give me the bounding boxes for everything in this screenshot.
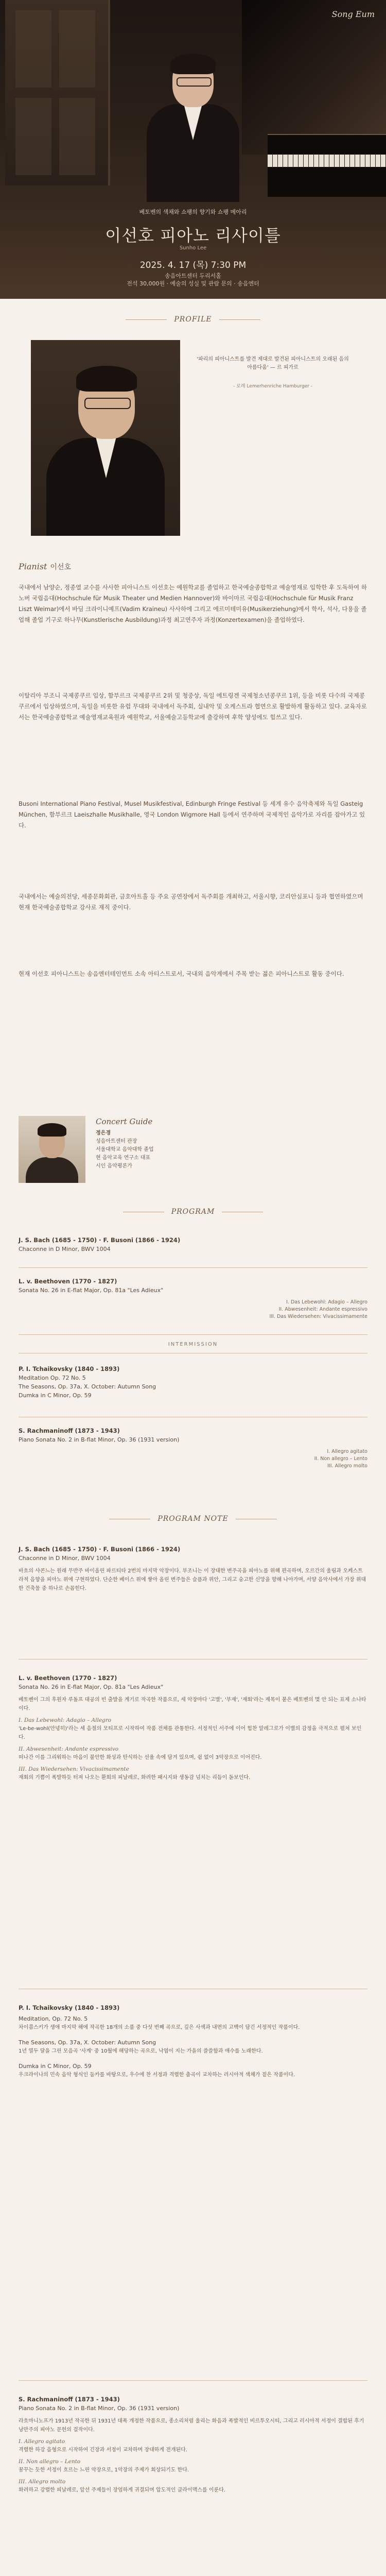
concert-date: 2025. 4. 17 (목) 7:30 PM [139, 260, 247, 270]
program-section-title: PROGRAM [0, 1208, 386, 1216]
press-quote: '파리의 피아니스트를 발견 제대로 발견된 피아니스트의 오래된 음의 아름다움' — 르 피가로 [197, 357, 349, 370]
note-tchaikovsky: P. I. Tchaikovsky (1840 - 1893) Meditation, Op. 72 No. 5 차이콥스키가 생애 마지막 해에 작곡한 18개의 소품 중 다섯 번째 곡으로, 깊은 사색과 내면의 고백이 담긴 서정적인 작품이다. The Seasons, Op. 37a, X. October: Autumn Song 1년 열두 달을 그린 모음곡 '사계' 중 10월에 해당하는 곡으로, 낙엽이 지는 가을의 쓸쓸함과 애수를 노래한다. Dumka in C Minor, Op. 59 우크라이나의 민속 음악 형식인 둠카를 바탕으로, 우수에 찬 서정과 격렬한 춤곡이 교차하는 러시아적 색채가 짙은 작품이다. [19, 2004, 300, 2078]
note-beethoven: L. v. Beethoven (1770 - 1827) Sonata No. 26 in E-flat Major, Op. 81a "Les Adieux" 베토벤이 그의 후원자 루돌프 대공의 빈 출발을 계기로 작곡한 작품으로, 세 악장마다 '고별', '부재', '재회'라는 제목이 붙은 베토벤의 몇 안 되는 표제 소나타이다. I. Das Lebewohl: Adagio – Allegro 'Le-be-wohl(안녕히)'라는 세 음절의 모티프로 시작하여 작품 전체를 관통한다. 서정적인 서주에 이어 힘찬 알레그로가 이별의 감정을 극적으로 펼쳐 보인다. II. Abwesenheit: Andante espressivo 떠나간 이를 그리워하는 마음이 불안한 화성과 탄식하는 선율 속에 담겨 있으며, 쉼 없이 3악장으로 이어진다. III. Das Wiedersehen: Vivacissimamente 재회의 기쁨이 폭발하듯 터져 나오는 환희의 피날레로, 화려한 패시지와 생동감 넘치는 리듬이 돋보인다. [19, 1674, 366, 1781]
guide-name: 정은경 [96, 1130, 111, 1136]
piano-keys [268, 155, 386, 167]
hero-tagline: 베토벤의 색채와 쇼팽의 향기와 쇼팽 메아리 [139, 209, 247, 215]
pianist-photo [147, 57, 239, 201]
portrait-photo [31, 340, 180, 536]
hero-banner [0, 0, 386, 299]
program-item-rachmaninoff: S. Rachmaninoff (1873 - 1943) Piano Sonata No. 2 in B-flat Minor, Op. 36 (1931 version) I. Allegro agitato II. Non allegro – Lento III. Allegro molto [19, 1427, 367, 1469]
program-note-section-title: PROGRAM NOTE [0, 1515, 386, 1523]
bio-paragraph-5: 현재 이선호 피아니스트는 송음엔터테인먼트 소속 아티스트로서, 국내외 음악계에서 주목 받는 젊은 피아니스트로 활동 중이다. [19, 970, 344, 977]
guide-title: Concert Guide [96, 1117, 153, 1126]
program-item-tchaikovsky: P. I. Tchaikovsky (1840 - 1893) Meditation Op. 72 No. 5 The Seasons, Op. 37a, X. October: Autumn Song Dumka in C Minor, Op. 59 [19, 1365, 156, 1399]
pianist-heading: Pianist 이선호 [19, 562, 72, 571]
note-bach: J. S. Bach (1685 - 1750) · F. Busoni (1866 - 1924) Chaconne in D Minor, BWV 1004 바흐의 샤콘느는 원래 무반주 바이올린 파르티타 2번의 마지막 악장이다. 부조니는 이 장대한 변주곡을 피아노를 위해 편곡하며, 오르간의 울림과 오케스트라적 음향을 피아노 위에 구현하였다. 단순한 베이스 위에 쌓아 올린 변주들은 슬픔과 위안, 그리고 숭고한 신앙을 향해 나아가며, 서양 음악사에서 가장 위대한 건축물 중 하나로 손꼽힌다. [19, 1546, 366, 1591]
program-item-bach: J. S. Bach (1685 - 1750) · F. Busoni (1866 - 1924) Chaconne in D Minor, BWV 1004 [19, 1236, 181, 1252]
profile-section-title: PROFILE [0, 315, 386, 324]
piano-lid [242, 0, 386, 155]
note-rachmaninoff: S. Rachmaninoff (1873 - 1943) Piano Sonata No. 2 in B-flat Minor, Op. 36 (1931 version) 라흐마니노프가 1913년 작곡한 뒤 1931년 대폭 개정한 작품으로, 종소리처럼 울리는 화음과 폭발적인 비르투오시티, 그리고 러시아적 서정이 결합된 후기 낭만주의 피아노 문헌의 걸작이다. I. Allegro agitato 격렬한 하강 음형으로 시작하여 긴장과 서정이 교차하며 장대하게 전개된다. II. Non allegro – Lento 꿈꾸는 듯한 서정이 흐르는 느린 악장으로, 1악장의 주제가 회상되기도 한다. III. Allegro molto 화려하고 강렬한 피날레로, 앞선 주제들이 장엄하게 귀결되며 압도적인 클라이맥스를 이룬다. [19, 2396, 364, 2493]
window-backdrop [5, 0, 110, 185]
bio-paragraph-3: Busoni International Piano Festival, Musel Musikfestival, Edinburgh Fringe Festival 등 세계 유수 음악축제와 독일 Gasteig München, 함부르크 Laeiszhalle Musikhalle, 영국 London Wigmore Hall 등에서 연주하며 국제적인 음악가로 자리를 잡아가고 있다. [19, 800, 365, 829]
brand-logo: Song Eum [331, 9, 375, 19]
hero-title: 이선호 피아노 리사이틀 [105, 226, 281, 245]
intermission-label: INTERMISSION [168, 1342, 218, 1347]
guide-info: 정은경 성음아트센터 관장 서울대학교 음악대학 졸업 현 음악교육 연구소 대표 시인 음악평론가 [96, 1129, 353, 1171]
hero-subtitle: Sunho Lee [179, 245, 207, 251]
hero-venue: 송음아트센터 두리서홀 전석 30,000원 · 예술의 성실 및 관람 문의 · 송음엔터 [127, 273, 259, 287]
bio-paragraph-1: 국내에서 남양순, 정종열 교수를 사사한 피아니스트 이선호는 예원학교를 졸업하고 한국예술종합학교 예술영재로 입학한 후 도독하여 하노버 국립음대(Hochschule für Musik Theater und Medien Hannover)와 바이마르 국립음대(Hochschule für Musik Franz Liszt Weimar)에서 바딤 크라이니예프(Vadim Kraineu) 사사하에 그리고 에르미테미유(Musikerziehung)에서 학사, 석사, 다용을 졸업해 졸업 기구로 하나무(Kunstlerische Ausbildung)과정 최고연주자 과정(Konzertexamen)을 졸업하였다. [19, 584, 367, 623]
bio-paragraph-4: 국내에서는 예술의전당, 세종문화회관, 금호아트홀 등 주요 공연장에서 독주회를 개최하고, 서울시향, 코리안심포니 등과 협연하였으며 현재 한국예술종합학교 강사로 재직 중이다. [19, 893, 363, 911]
bio-paragraph-2: 이탈리아 부조니 국제콩쿠르 입상, 함부르크 국제콩쿠르 2위 및 청중상, 독일 에트링겐 국제청소년콩쿠르 1위, 등을 비롯 다수의 국제콩쿠르에서 입상하였으며, 독일을 비롯한 유럽 무대와 국내에서 독주회, 실내악 및 오케스트라 협연으로 활발하게 활동하고 있다. 교육자로서는 한국예술종합학교 예술영재교육원과 예원학교, 서울예술고등학교에 출강하며 후학 양성에도 힘쓰고 있다. [19, 692, 367, 721]
program-item-beethoven: L. v. Beethoven (1770 - 1827) Sonata No. 26 in E-flat Major, Op. 81a "Les Adieux" I. Das Lebewohl: Adagio – Allegro II. Abwesenheit: Andante espressivo III. Das Wiedersehen: Vivacissimamente [19, 1278, 367, 1319]
quote-source: - 로레 Lemerhenriche Hamburger - [233, 384, 312, 389]
guide-photo [19, 1116, 85, 1183]
